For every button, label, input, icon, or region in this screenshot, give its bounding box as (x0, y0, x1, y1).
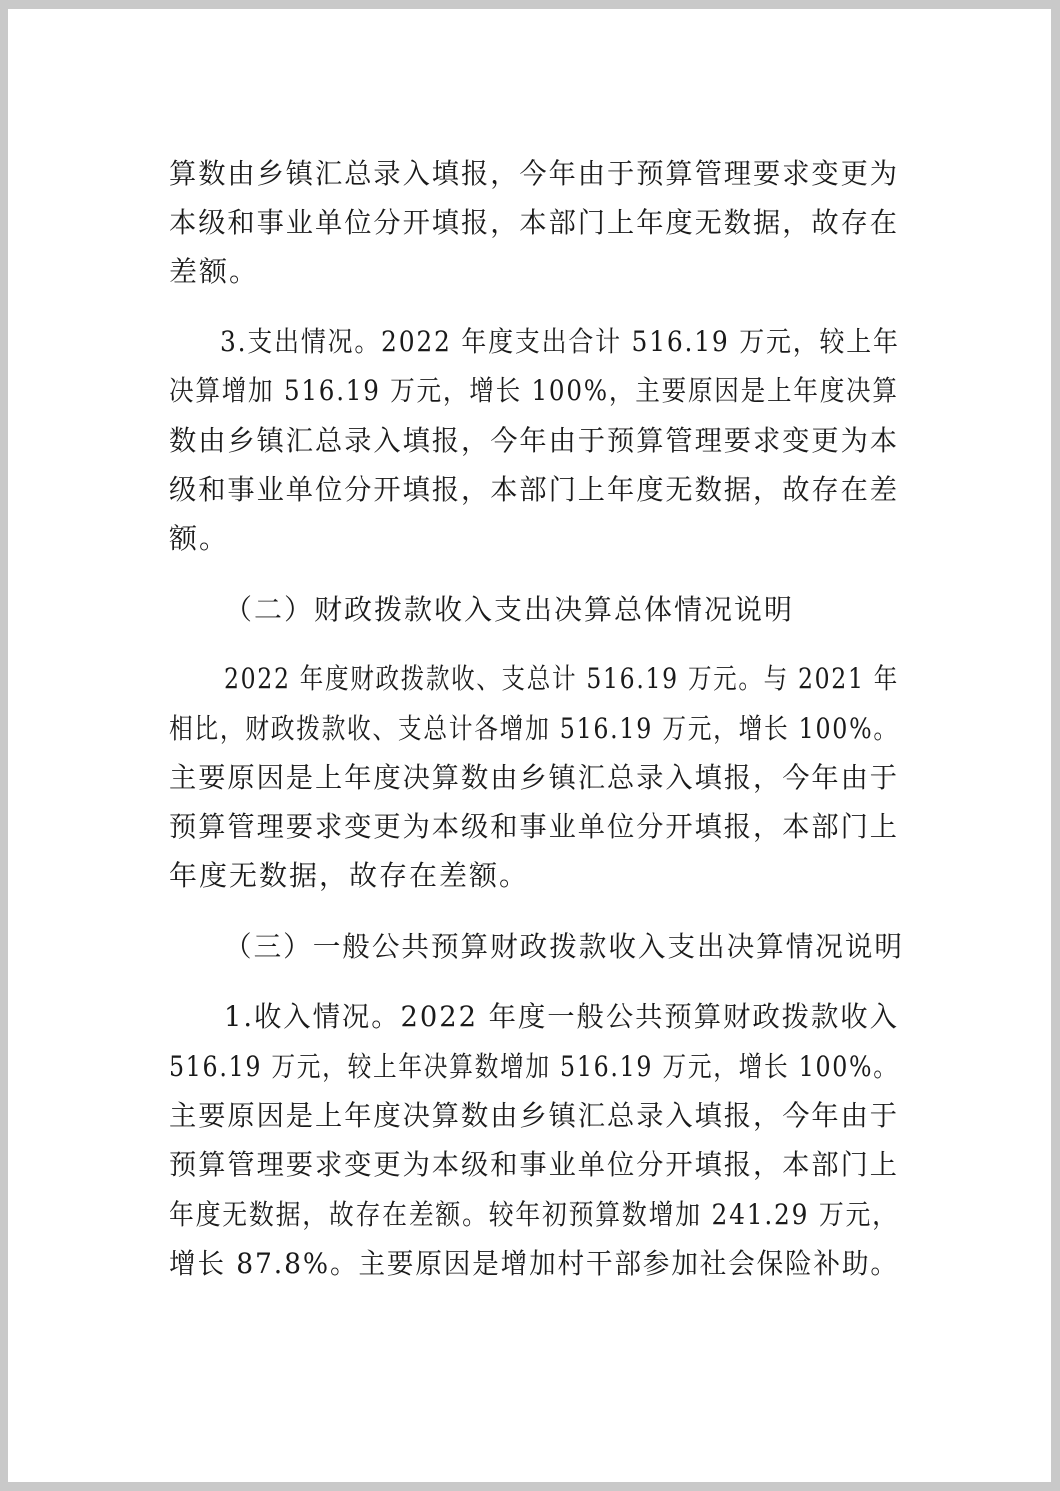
text-line: 年度无数据，故存在差额。 (169, 859, 530, 892)
text-line: 数由乡镇汇总录入填报，今年由于预算管理要求变更为本 (169, 424, 900, 457)
section-heading-2: （二）财政拨款收入支出决算总体情况说明 (224, 593, 795, 626)
section-3-heading-line: 3.支出情况。2022 年度支出合计 516.19 万元，较上年 (220, 325, 900, 358)
document-page (8, 9, 1051, 1482)
text-line: 算数由乡镇汇总录入填报，今年由于预算管理要求变更为 (169, 157, 900, 190)
text-line: 2022 年度财政拨款收、支总计 516.19 万元。与 2021 年 (224, 662, 899, 695)
text-line: 额。 (169, 522, 230, 555)
text-line: 预算管理要求变更为本级和事业单位分开填报，本部门上 (169, 810, 900, 843)
section-heading-3: （三）一般公共预算财政拨款收入支出决算情况说明 (224, 930, 905, 963)
text-line: 516.19 万元，较上年决算数增加 516.19 万元，增长 100%。 (169, 1050, 899, 1083)
text-line: 本级和事业单位分开填报，本部门上年度无数据，故存在 (169, 206, 900, 239)
text-line: 决算增加 516.19 万元，增长 100%，主要原因是上年度决算 (169, 374, 899, 407)
text-line: 主要原因是上年度决算数由乡镇汇总录入填报，今年由于 (169, 761, 900, 794)
section-1-heading-line: 1.收入情况。2022 年度一般公共预算财政拨款收入 (224, 1000, 899, 1033)
text-line: 年度无数据，故存在差额。较年初预算数增加 241.29 万元， (169, 1198, 899, 1231)
text-line: 增长 87.8%。主要原因是增加村干部参加社会保险补助。 (169, 1247, 899, 1280)
text-line: 相比，财政拨款收、支总计各增加 516.19 万元，增长 100%。 (169, 712, 899, 745)
text-line: 预算管理要求变更为本级和事业单位分开填报，本部门上 (169, 1148, 900, 1181)
text-line: 级和事业单位分开填报，本部门上年度无数据，故存在差 (169, 473, 900, 506)
text-line: 差额。 (169, 255, 260, 288)
text-line: 主要原因是上年度决算数由乡镇汇总录入填报，今年由于 (169, 1099, 900, 1132)
